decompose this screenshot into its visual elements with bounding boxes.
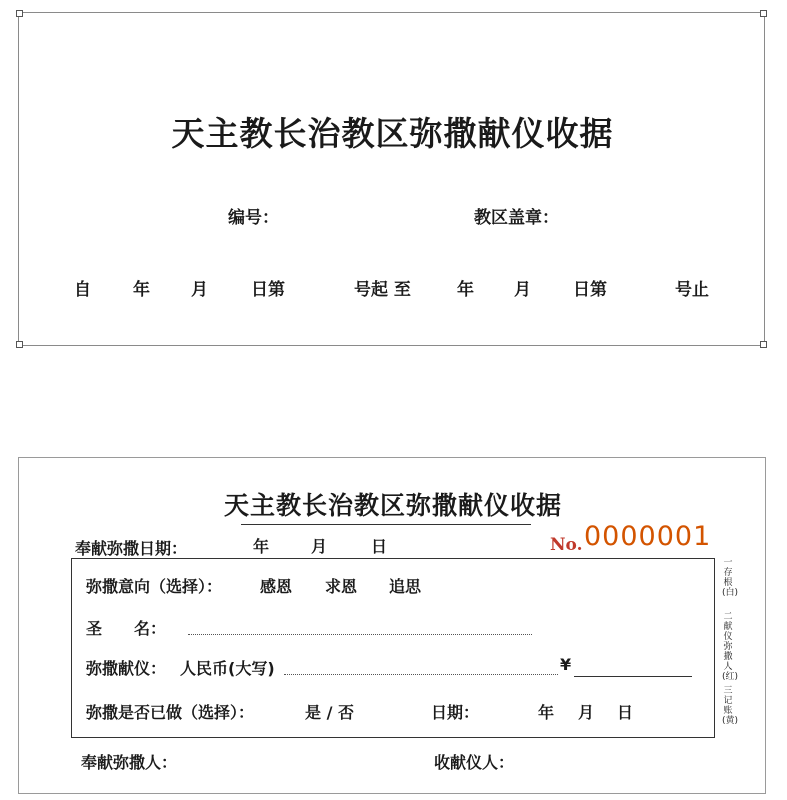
number-label: 编号： [228, 208, 279, 228]
intent-label: 弥撒意向（选择）： [86, 577, 223, 596]
receipt-title: 天主教长治教区弥撒献仪收据 [223, 491, 562, 520]
range-month-1: 月 [191, 280, 208, 300]
receipt-card [18, 457, 766, 794]
done-year: 年 [538, 703, 555, 722]
title-underline [241, 524, 531, 525]
done-month: 月 [578, 703, 595, 722]
done-label: 弥撒是否已做（选择）： [86, 703, 255, 722]
corner-mark [16, 10, 23, 17]
offering-label: 弥撒献仪： [86, 659, 167, 678]
cover-card [18, 12, 765, 346]
amount-figure-line[interactable] [574, 676, 692, 677]
serial-no-label: No. [550, 535, 583, 555]
offering-date-label: 奉献弥撒日期： [75, 539, 188, 558]
range-from-to: 号起 至 [354, 280, 411, 300]
done-options[interactable]: 是 / 否 [305, 703, 354, 722]
intent-option-thanks[interactable]: 感恩 [260, 577, 293, 596]
range-from: 自 [74, 280, 91, 300]
corner-mark [760, 341, 767, 348]
range-month-2: 月 [514, 280, 531, 300]
range-year-1: 年 [133, 280, 150, 300]
copy-offerer-label: 二献仪弥撒人(红) [722, 612, 739, 682]
saint-name-label: 圣 名： [86, 619, 167, 638]
copy-ledger-label: 三记账(黄) [722, 686, 739, 726]
currency-label: 人民币(大写) [180, 659, 275, 678]
offerer-label: 奉献弥撒人： [81, 753, 178, 772]
intent-option-memorial[interactable]: 追思 [389, 577, 422, 596]
date-day: 日 [371, 537, 388, 556]
serial-number: 0000001 [584, 521, 712, 552]
intent-option-petition[interactable]: 求恩 [325, 577, 358, 596]
cover-title: 天主教长治教区弥撒献仪收据 [171, 114, 614, 153]
seal-label: 教区盖章： [474, 208, 559, 228]
range-year-2: 年 [457, 280, 474, 300]
range-day-no-2: 日第 [573, 280, 607, 300]
corner-mark [760, 10, 767, 17]
date-year: 年 [253, 537, 270, 556]
corner-mark [16, 341, 23, 348]
range-end: 号止 [675, 280, 709, 300]
done-day: 日 [617, 703, 634, 722]
date-month: 月 [311, 537, 328, 556]
done-date-label: 日期： [431, 703, 480, 722]
range-day-no-1: 日第 [251, 280, 285, 300]
receiver-label: 收献仪人： [434, 753, 515, 772]
receipt-form-box [71, 558, 715, 738]
amount-words-line[interactable] [284, 674, 558, 675]
copy-stub-label: 一存根(白) [722, 558, 739, 598]
copy-distribution-strip [720, 556, 738, 741]
yen-sign: ¥ [560, 655, 572, 674]
saint-name-line[interactable] [188, 634, 532, 635]
